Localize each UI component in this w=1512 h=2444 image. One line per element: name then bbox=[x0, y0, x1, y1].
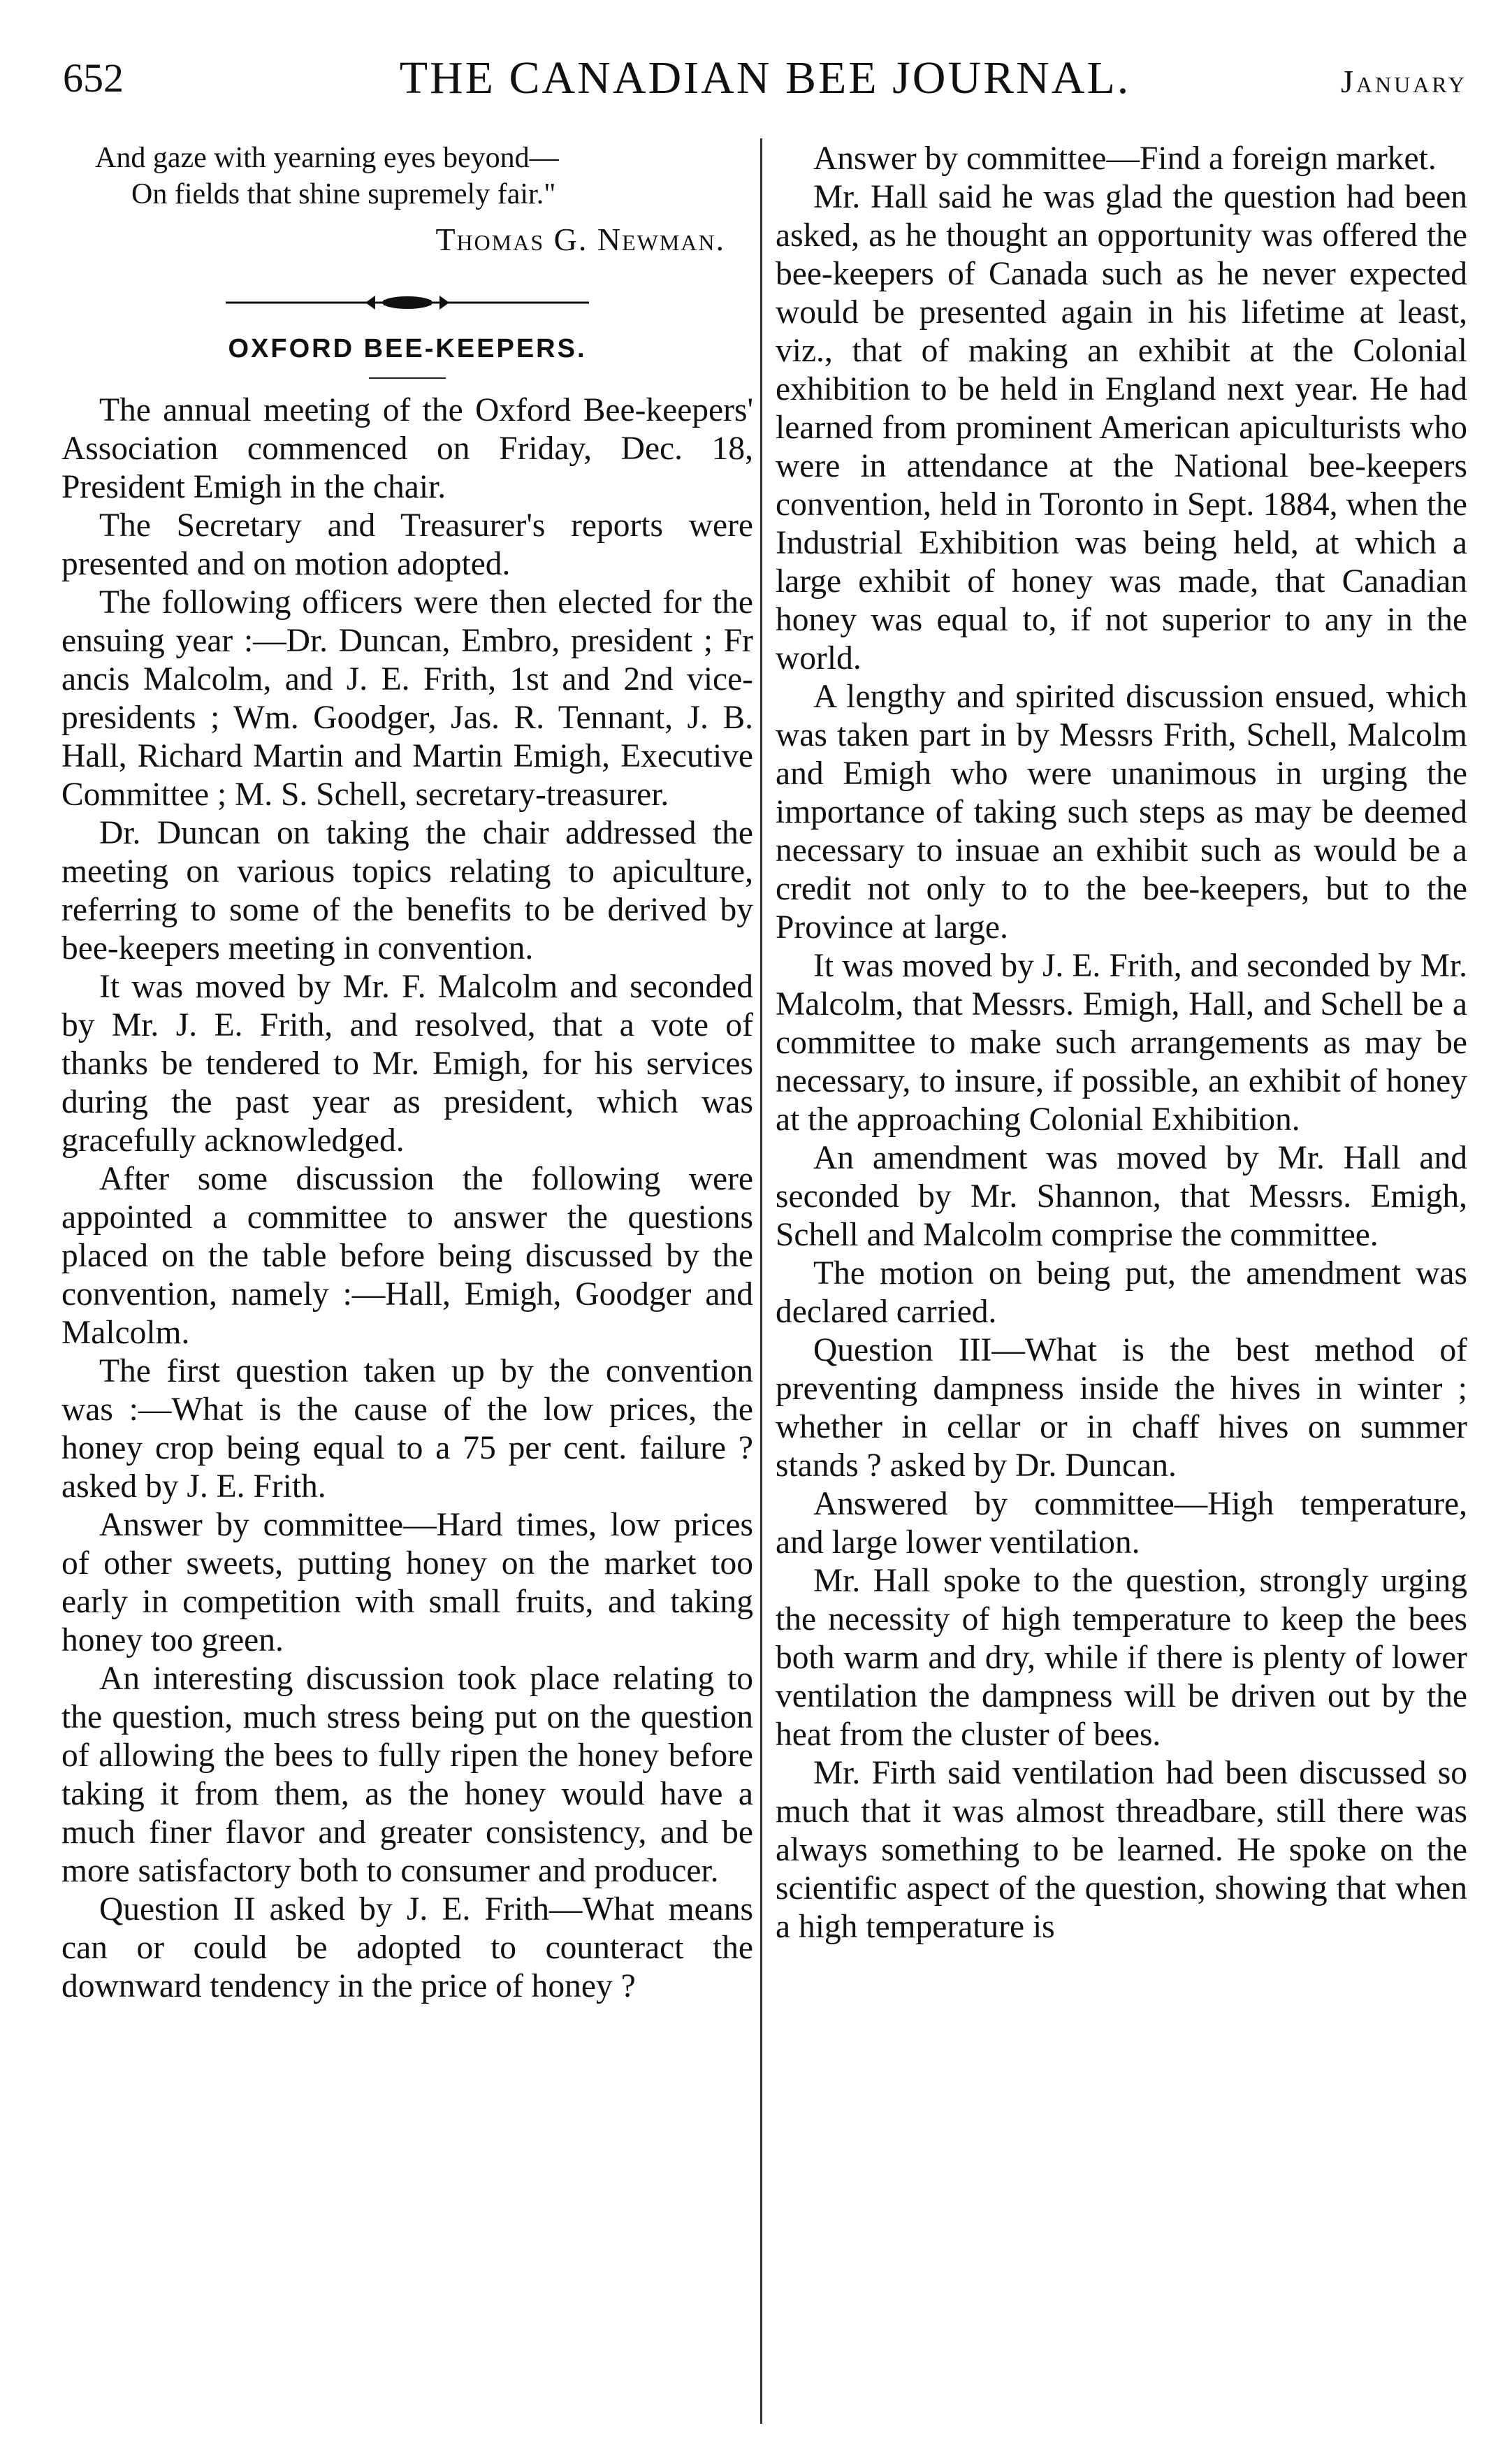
poem-line: And gaze with yearning eyes beyond— bbox=[95, 142, 559, 174]
paragraph: Question III—What is the best method of preventing dampness inside the hives in winter ; whether in cellar or in chaff hives on summer stands ? asked by Dr. Duncan. bbox=[776, 1332, 1467, 1484]
right-column bbox=[776, 140, 1467, 2436]
paragraph: Answer by committee—Find a foreign market. bbox=[813, 140, 1437, 177]
paragraph: A lengthy and spirited discussion ensued, which was taken part in by Messrs Frith, Schell, Malcolm and Emigh who were unanimous in urging the importance of taking such steps as may be deemed necessary to insuae an exhibit such as would be a credit not only to to the bee-keepers, but to the Province at large. bbox=[776, 679, 1467, 946]
poem-author: Thomas G. Newman. bbox=[435, 222, 725, 257]
paragraph: Question II asked by J. E. Frith—What means can or could be adopted to counteract the downward tendency in the price of honey ? bbox=[61, 1891, 753, 2004]
paragraph: After some discussion the following were appointed a committee to answer the questions placed on the table before being discussed by the convention, namely :—Hall, Emigh, Goodger and Malcolm. bbox=[61, 1161, 753, 1351]
column-divider bbox=[760, 138, 762, 2424]
paragraph: Mr. Hall said he was glad the question had been asked, as he thought an opportunity was offered the bee-keepers of Canada such as he never expected would be presented again in his lifetime at least, viz., that of making an exhibit at the Colonial exhibition to be held in England next year. He had learned from prominent American apiculturists who were in attendance at the National bee-keepers convention, held in Toronto in Sept. 1884, when the Industrial Exhibition was being held, at which a large exhibit of honey was made, that Canadian honey was equal to, if not superior to any in the world. bbox=[776, 179, 1467, 677]
ornamental-divider bbox=[61, 284, 753, 312]
paragraph: An amendment was moved by Mr. Hall and seconded by Mr. Shannon, that Messrs. Emigh, Schell and Malcolm comprise the committee. bbox=[776, 1140, 1467, 1253]
journal-title: THE CANADIAN BEE JOURNAL. bbox=[399, 52, 1131, 103]
paragraph: The annual meeting of the Oxford Bee-keepers' Association commenced on Friday, Dec. 18, President Emigh in the chair. bbox=[61, 392, 753, 505]
article-heading: OXFORD BEE-KEEPERS. bbox=[228, 334, 587, 363]
paragraph: An interesting discussion took place relating to the question, much stress being put on the question of allowing the bees to fully ripen the honey before taking it from them, as the honey would have a much finer flavor and greater consistency, and be more satisfactory both to consumer and producer. bbox=[61, 1661, 753, 1889]
paragraph: Mr. Hall spoke to the question, strongly urging the necessity of high temperature to keep the bees both warm and dry, while if there is plenty of lower ventilation the dampness will be driven out by the heat from the cluster of bees. bbox=[776, 1563, 1467, 1753]
left-column bbox=[61, 140, 753, 2436]
page-header bbox=[63, 52, 1467, 117]
paragraph: Answered by committee—High temperature, and large lower ventilation. bbox=[776, 1486, 1467, 1561]
issue-month: January bbox=[1340, 64, 1467, 99]
poem-line: On fields that shine supremely fair." bbox=[131, 178, 556, 210]
paragraph: The first question taken up by the convention was :—What is the cause of the low prices, the honey crop being equal to a 75 per cent. failure ? asked by J. E. Frith. bbox=[61, 1353, 753, 1505]
paragraph: Mr. Firth said ventilation had been discussed so much that it was almost threadbare, still there was always something to be learned. He spoke on the scientific aspect of the question, showing that when a high temperature is bbox=[776, 1755, 1467, 1945]
page-number: 652 bbox=[63, 55, 124, 101]
paragraph: The motion on being put, the amendment was declared carried. bbox=[776, 1255, 1467, 1330]
paragraph: Answer by committee—Hard times, low prices of other sweets, putting honey on the market too early in competition with small fruits, and taking honey too green. bbox=[61, 1507, 753, 1658]
paragraph: The following officers were then elected for the ensuing year :—Dr. Duncan, Embro, president ; Fr ancis Malcolm, and J. E. Frith, 1st and 2nd vice-presidents ; Wm. Goodger, Jas. R. Tennant, J. B. Hall, Richard Martin and Martin Emigh, Executive Committee ; M. S. Schell, secretary-treasurer. bbox=[61, 584, 753, 813]
paragraph: It was moved by Mr. F. Malcolm and seconded by Mr. J. E. Frith, and resolved, that a vote of thanks be tendered to Mr. Emigh, for his services during the past year as president, which was gracefully acknowledged. bbox=[61, 969, 753, 1159]
paragraph: It was moved by J. E. Frith, and seconded by Mr. Malcolm, that Messrs. Emigh, Hall, and Schell be a committee to make such arrangements as may be necessary, to insure, if possible, an exhibit of honey at the approaching Colonial Exhibition. bbox=[776, 948, 1467, 1138]
paragraph: Dr. Duncan on taking the chair addressed the meeting on various topics relating to apiculture, referring to some of the benefits to be derived by bee-keepers meeting in convention. bbox=[61, 815, 753, 967]
heading-rule bbox=[369, 377, 446, 379]
poem-excerpt bbox=[61, 140, 753, 212]
ornament-icon bbox=[226, 292, 589, 313]
paragraph: The Secretary and Treasurer's reports were presented and on motion adopted. bbox=[61, 507, 753, 582]
